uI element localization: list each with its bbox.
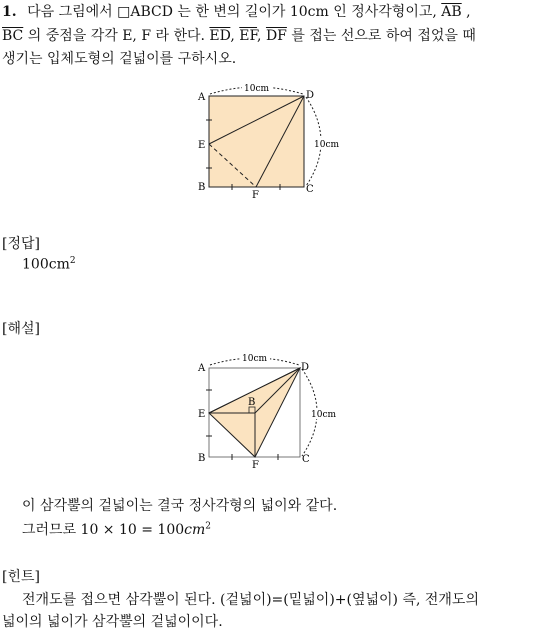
- problem-text-2c: ,: [257, 28, 266, 44]
- problem-text-2b: ,: [230, 28, 240, 44]
- problem-text-2a: 의 중점을 각각 E, F 라 한다.: [23, 28, 210, 44]
- explanation-header: [해설]: [2, 321, 40, 337]
- answer-value: [22, 256, 76, 273]
- label-c-2: C: [302, 454, 310, 465]
- square-abcd: [209, 96, 304, 187]
- label-b: B: [198, 182, 206, 193]
- explanation-formula: 그러므로 10 × 10 = 100: [22, 522, 185, 538]
- segment-bc: $\overline{BC}$: [2, 28, 24, 44]
- label-c: C: [306, 184, 314, 195]
- hint-line-2: 넓이의 넓이가 삼각뿔의 겉넓이이다.: [2, 614, 223, 630]
- problem-line-3: 생기는 입체도형의 겉넓이를 구하시오.: [2, 51, 237, 67]
- segment-df: $\overline{DF}$: [265, 28, 287, 44]
- label-e-2: E: [198, 409, 206, 420]
- problem-text-1b: ,: [461, 4, 471, 20]
- answer-number: 100cm: [22, 256, 70, 273]
- label-f-2: F: [252, 460, 259, 471]
- answer-header: [정답]: [2, 236, 40, 252]
- hint-header: [힌트]: [2, 569, 40, 585]
- label-d: D: [306, 90, 315, 101]
- label-e: E: [198, 140, 206, 151]
- explanation-line-2: [22, 519, 211, 539]
- label-b-2: B: [198, 453, 206, 464]
- top-dimension-label: 10cm: [244, 84, 270, 94]
- figure-net-diagram: [190, 82, 350, 204]
- label-d-2: D: [301, 362, 310, 373]
- label-a-2: A: [198, 363, 206, 374]
- answer-sup: 2: [69, 256, 76, 266]
- side-dimension-label: 10cm: [314, 140, 340, 150]
- segment-ed: $\overline{ED}$: [209, 28, 231, 44]
- side-dimension-label-2: 10cm: [311, 410, 337, 420]
- problem-text-1a: 다음 그림에서 □ABCD 는 한 변의 길이가 10cm 인 정사각형이고,: [27, 4, 442, 20]
- problem-text-2d: 를 접는 선으로 하여 접었을 때: [286, 28, 476, 44]
- problem-line-1: [2, 2, 471, 22]
- label-f: F: [252, 190, 259, 201]
- explanation-line-1: 이 삼각뿔의 겉넓이는 결국 정사각형의 넓이와 같다.: [22, 498, 338, 514]
- label-a: A: [198, 92, 206, 103]
- figure-pyramid-diagram: [190, 350, 350, 472]
- label-b-top: B: [248, 397, 256, 408]
- hint-line-1: 전개도를 접으면 삼각뿔이 된다. (겉넓이)=(밑넓이)+(옆넓이) 즉, 전개도의: [22, 592, 479, 608]
- segment-ef: $\overline{EF}$: [239, 28, 258, 44]
- problem-line-2: [2, 26, 476, 46]
- top-dimension-label-2: 10cm: [242, 354, 268, 364]
- problem-number: 1.: [2, 4, 17, 20]
- explanation-sup: 2: [205, 521, 212, 532]
- explanation-unit: cm: [184, 522, 206, 538]
- segment-ab: $\overline{AB}$: [441, 4, 462, 20]
